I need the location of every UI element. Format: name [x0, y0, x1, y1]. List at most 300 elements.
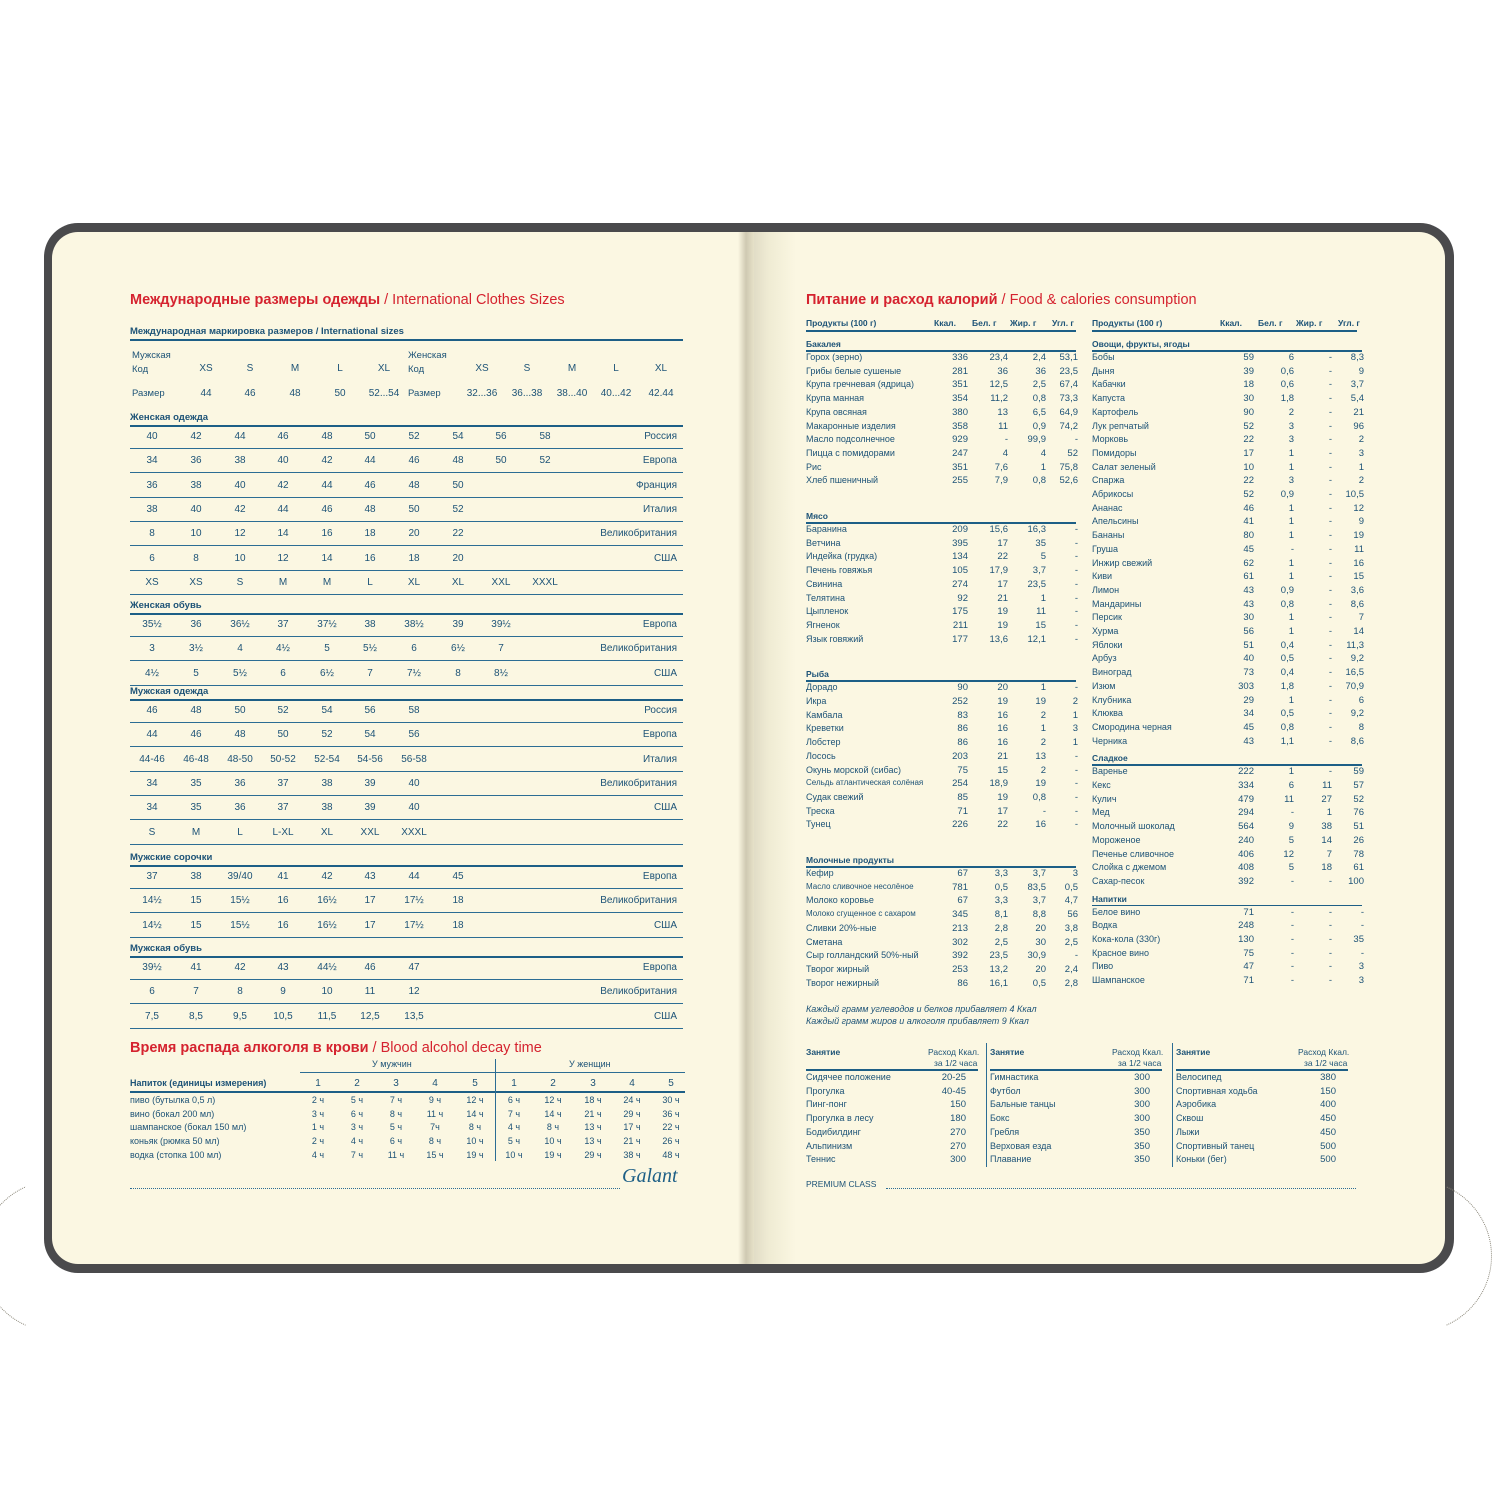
women-size-cell: 32...36: [466, 388, 498, 399]
food-protein: 19: [997, 791, 1008, 803]
food-name: Пицца с помидорами: [806, 447, 895, 458]
food-protein: 23,5: [989, 950, 1008, 962]
activity-name: Пинг-понг: [806, 1099, 847, 1110]
size-cell: 37: [277, 619, 289, 630]
size-cell: 46-48: [183, 753, 209, 765]
food-fat: -: [1328, 530, 1332, 542]
food-header-product: Продукты (100 г): [806, 318, 877, 328]
food-kcal: 10: [1243, 461, 1254, 473]
food-fat: -: [1328, 461, 1332, 473]
food-protein: 1: [1288, 557, 1294, 569]
food-fat: 11: [1036, 606, 1046, 618]
food-name: Масло подсолнечное: [806, 434, 895, 445]
men-size-cell: 48: [289, 388, 301, 399]
size-cell: 5½: [233, 667, 247, 679]
food-protein: 6: [1288, 780, 1294, 791]
food-carbs: -: [1074, 805, 1078, 817]
men-hours-cell: 4 ч: [350, 1136, 364, 1147]
food-protein: 0,5: [1280, 708, 1294, 720]
size-cell: 44: [408, 871, 420, 882]
food-fat: -: [1328, 352, 1332, 363]
food-protein: 15: [997, 764, 1008, 776]
food-kcal: 67: [957, 868, 968, 879]
food-fat: -: [1328, 502, 1332, 514]
food-kcal: 73: [1243, 667, 1254, 679]
size-cell: 56-58: [401, 753, 427, 765]
women-hours-cell: 38 ч: [623, 1149, 641, 1160]
size-cell: 43: [277, 962, 289, 973]
food-col2-section-title: Напитки: [1092, 893, 1127, 904]
women-size-cell: 36...38: [511, 388, 543, 399]
size-cell: 8: [193, 552, 199, 564]
food-fat: 30: [1035, 936, 1046, 948]
women-count-header: 4: [629, 1078, 635, 1089]
food-carbs: 16: [1353, 557, 1364, 569]
left-footer-rule: [130, 1188, 620, 1189]
size-cell: 52: [452, 503, 464, 515]
food-protein: 0,8: [1280, 721, 1294, 733]
food-protein: 5: [1288, 862, 1294, 874]
food-fat: -: [1328, 489, 1332, 500]
food-protein: 12,5: [989, 379, 1008, 391]
food-kcal: 134: [952, 551, 968, 563]
food-name: Молоко сгущенное с сахаром: [806, 909, 916, 919]
women-code-label: Код: [408, 364, 425, 375]
men-hours-cell: 12 ч: [466, 1095, 484, 1105]
men-count-header: 5: [472, 1078, 478, 1089]
food-carbs: 8,3: [1350, 352, 1364, 363]
food-carbs: -: [1074, 682, 1078, 694]
food-carbs: 2: [1072, 696, 1078, 707]
size-cell: 39: [452, 619, 464, 630]
activity-name: Гребля: [990, 1126, 1020, 1137]
size-cell: 17½: [404, 919, 424, 931]
size-cell: 44½: [317, 962, 337, 973]
country-label: Великобритания: [600, 528, 677, 540]
women-hours-cell: 6 ч: [507, 1095, 521, 1105]
size-cell: 36: [190, 455, 202, 467]
food-name: Сельдь атлантическая солёная: [806, 778, 924, 788]
size-cell: 46: [408, 455, 420, 467]
food-fat: -: [1042, 805, 1046, 817]
food-kcal: 45: [1243, 543, 1254, 555]
food-protein: 15,6: [989, 524, 1008, 535]
food-fat: -: [1328, 920, 1332, 932]
size-cell: 38: [321, 777, 333, 789]
food-carbs: 3,7: [1350, 379, 1364, 391]
size-cell: 35: [190, 777, 202, 789]
food-protein: 7,9: [994, 475, 1008, 487]
size-cell: 16: [321, 528, 333, 540]
size-cell: 46: [321, 503, 333, 515]
women-hours-cell: 26 ч: [662, 1136, 680, 1147]
size-cell: 36: [146, 479, 158, 491]
women-size-label: Размер: [408, 388, 441, 399]
food-fat: 4: [1040, 447, 1046, 459]
women-hours-cell: 4 ч: [507, 1122, 521, 1133]
food-protein: 13,6: [989, 633, 1008, 645]
food-kcal: 86: [957, 723, 968, 735]
food-kcal: 90: [1243, 406, 1254, 418]
food-fat: -: [1328, 934, 1332, 945]
food-name: Печень говяжья: [806, 565, 873, 576]
food-fat: -: [1328, 447, 1332, 459]
size-cell: XL: [320, 826, 334, 838]
premium-class-label: PREMIUM CLASS: [806, 1179, 877, 1189]
food-fat: 27: [1321, 793, 1332, 805]
women-hours-cell: 21 ч: [584, 1108, 602, 1119]
men-hours-cell: 11 ч: [387, 1149, 405, 1160]
food-name: Креветки: [806, 723, 844, 734]
size-cell: 36: [190, 619, 202, 630]
size-cell: M: [322, 576, 332, 588]
food-carbs: 16,5: [1345, 667, 1364, 679]
galant-logo: Galant: [622, 1165, 678, 1187]
food-kcal: 52: [1243, 489, 1254, 500]
activity-kcal: 300: [1134, 1072, 1150, 1083]
drink-name: водка (стопка 100 мл): [130, 1149, 222, 1160]
size-section-rule: [130, 613, 683, 615]
food-protein: 21: [997, 750, 1008, 762]
food-fat: 1: [1040, 592, 1046, 604]
food-carbs: 8,6: [1350, 598, 1364, 610]
size-cell: 34: [146, 802, 158, 814]
food-carbs: 15: [1353, 571, 1364, 583]
food-name: Масло сливочное несолёное: [806, 881, 914, 891]
food-carbs: -: [1074, 819, 1078, 831]
food-carbs: 76: [1353, 807, 1364, 819]
food-fat: 3,7: [1032, 868, 1046, 879]
size-cell: 39: [364, 777, 376, 789]
size-cell: 56: [364, 705, 376, 716]
size-cell: 52: [277, 705, 289, 716]
activity-kcal: 400: [1320, 1099, 1336, 1111]
food-carbs: 74,2: [1059, 420, 1078, 432]
women-hours-cell: 13 ч: [584, 1122, 602, 1133]
men-hours-cell: 2 ч: [311, 1095, 325, 1105]
food-kcal: 43: [1243, 735, 1254, 747]
food-name: Лобстер: [806, 737, 841, 748]
activity-name: Футбол: [990, 1085, 1021, 1096]
country-label: США: [653, 1010, 677, 1022]
size-cell: 39: [364, 802, 376, 814]
food-kcal: 29: [1243, 694, 1254, 706]
food-fat: 1: [1326, 807, 1332, 819]
food-fat: -: [1328, 543, 1332, 555]
food-name: Кока-кола (330г): [1092, 934, 1161, 944]
food-protein: 22: [997, 819, 1008, 831]
food-fat: 83,5: [1027, 881, 1046, 893]
kcal-header-1: Расход Ккал.: [928, 1047, 980, 1057]
food-kcal: 406: [1238, 848, 1254, 860]
food-protein: 8,1: [994, 909, 1008, 921]
size-cell: 41: [277, 871, 289, 882]
food-name: Горох (зерно): [806, 352, 863, 362]
activity-name: Верховая езда: [990, 1140, 1052, 1151]
size-cell: 38: [321, 802, 333, 814]
food-kcal: 226: [952, 819, 968, 831]
food-name: Камбала: [806, 709, 843, 720]
size-row-rule: [130, 795, 683, 796]
food-fat: 6,5: [1032, 406, 1046, 418]
food-carbs: 3: [1358, 975, 1364, 987]
food-kcal: 80: [1243, 530, 1254, 542]
size-cell: 44: [321, 479, 333, 491]
size-section-rule: [130, 865, 683, 867]
food-kcal: 30: [1243, 612, 1254, 624]
size-cell: 50: [495, 455, 507, 467]
men-hours-cell: 3 ч: [350, 1122, 364, 1133]
food-fat: 15: [1035, 619, 1046, 631]
food-name: Капуста: [1092, 393, 1126, 404]
food-protein: 0,4: [1280, 639, 1294, 651]
food-protein: 1: [1288, 766, 1294, 778]
women-hours-cell: 18 ч: [584, 1095, 602, 1105]
men-code-label: Код: [132, 364, 149, 375]
activity-divider: [986, 1043, 987, 1167]
size-cell: 50: [452, 479, 464, 491]
size-cell: XL: [407, 576, 421, 588]
women-hours-cell: 24 ч: [623, 1095, 641, 1105]
size-cell: 13,5: [404, 1010, 424, 1022]
size-cell: 8: [149, 528, 155, 540]
food-fat: -: [1328, 639, 1332, 651]
food-fat: -: [1328, 961, 1332, 973]
size-row-rule: [130, 937, 683, 938]
activity-kcal: 300: [1134, 1099, 1150, 1111]
food-name: Белое вино: [1092, 906, 1141, 917]
size-row-rule: [130, 545, 683, 546]
activity-name: Спортивная ходьба: [1176, 1085, 1258, 1096]
food-col1-section-title: Молочные продукты: [806, 855, 895, 865]
food-fat: 16,3: [1027, 524, 1046, 535]
size-cell: 18: [452, 895, 464, 907]
food-protein: 16: [997, 723, 1008, 735]
food-kcal: 34: [1243, 708, 1254, 720]
food-carbs: -: [1074, 633, 1078, 645]
activity-name: Гимнастика: [990, 1072, 1039, 1082]
food-fat: 8,8: [1032, 909, 1046, 921]
men-size-label: Размер: [132, 388, 165, 399]
food-fat: -: [1328, 653, 1332, 665]
activity-kcal: 20-25: [941, 1072, 966, 1083]
food-carbs: 61: [1353, 862, 1364, 874]
food-protein: 19: [997, 619, 1008, 631]
size-cell: 17: [364, 919, 376, 931]
alcohol-title: [130, 1040, 542, 1056]
size-cell: 6: [280, 667, 286, 679]
food-kcal: 71: [957, 805, 968, 817]
food-carbs: 19: [1353, 530, 1364, 542]
food-name: Картофель: [1092, 406, 1139, 417]
men-hours-cell: 19 ч: [466, 1149, 484, 1160]
size-cell: 40: [234, 479, 246, 491]
food-kcal: 47: [1243, 961, 1254, 973]
food-protein: -: [1290, 807, 1294, 819]
food-protein: 16,1: [989, 977, 1008, 989]
size-cell: 4½: [145, 667, 159, 679]
food-name: Язык говяжий: [806, 633, 864, 644]
size-cell: 42: [321, 455, 333, 467]
women-hours-cell: 10 ч: [544, 1136, 562, 1147]
activity-kcal: 150: [950, 1099, 966, 1111]
food-title-en: / Food & calories consumption: [997, 292, 1197, 308]
size-cell: 20: [408, 528, 420, 540]
size-cell: 3½: [189, 643, 203, 655]
food-kcal: 281: [952, 365, 968, 377]
food-carbs: 35: [1353, 934, 1364, 945]
size-cell: 4½: [276, 643, 290, 655]
food-fat: 0,9: [1032, 420, 1046, 432]
size-cell: 17: [364, 895, 376, 907]
size-section-title: Мужская одежда: [130, 686, 209, 697]
women-hours-cell: 19 ч: [544, 1149, 562, 1160]
men-code-cell: XL: [377, 363, 391, 374]
food-name: Телятина: [806, 592, 845, 603]
food-fat: 30,9: [1027, 950, 1046, 962]
food-carbs: 7: [1358, 612, 1364, 624]
size-cell: 35: [190, 802, 202, 814]
calorie-note-1: Каждый грамм углеводов и белков прибавляет 4 Ккал: [806, 1004, 1037, 1014]
food-name: Свинина: [806, 578, 843, 589]
food-name: Треска: [806, 805, 835, 816]
food-protein: 11: [1284, 793, 1294, 805]
size-cell: 39½: [142, 962, 162, 973]
food-kcal: 43: [1243, 584, 1254, 596]
food-name: Смородина черная: [1092, 721, 1172, 732]
men-size-cell: 52...54: [368, 388, 400, 399]
food-name: Дорадо: [806, 682, 838, 693]
men-column-label: У мужчин: [372, 1059, 412, 1069]
food-carbs: 8,6: [1350, 735, 1364, 747]
activity-kcal: 380: [1320, 1072, 1336, 1083]
size-cell: 50-52: [270, 753, 296, 765]
size-cell: 18: [452, 919, 464, 931]
food-fat: 36: [1035, 365, 1046, 377]
size-row-rule: [130, 979, 683, 980]
size-cell: 6½: [451, 643, 465, 655]
size-cell: 39/40: [227, 871, 253, 882]
country-label: Европа: [642, 962, 677, 973]
food-kcal: 105: [952, 565, 968, 577]
size-cell: 34: [146, 777, 158, 789]
food-protein: 17: [997, 537, 1008, 549]
food-fat: 20: [1035, 963, 1046, 975]
food-name: Индейка (грудка): [806, 551, 878, 562]
food-kcal: 392: [952, 950, 968, 962]
size-row-rule: [130, 594, 683, 595]
food-protein: 17,9: [989, 565, 1008, 577]
food-carbs: 23,5: [1059, 365, 1078, 377]
food-carbs: 100: [1348, 875, 1364, 887]
country-label: США: [653, 552, 677, 564]
size-cell: 16: [277, 895, 289, 907]
size-cell: 54: [321, 705, 333, 716]
size-cell: L: [237, 826, 243, 838]
size-cell: 6: [411, 643, 417, 655]
size-section-rule: [130, 699, 683, 701]
food-protein: 2,8: [994, 922, 1008, 934]
food-kcal: 380: [952, 406, 968, 418]
food-fat: -: [1328, 406, 1332, 418]
food-protein: 23,4: [989, 352, 1008, 363]
food-carbs: -: [1360, 906, 1364, 918]
activity-kcal: 350: [1134, 1140, 1150, 1152]
size-row-rule: [130, 521, 683, 522]
food-fat: 99,9: [1027, 434, 1046, 446]
activity-name: Велосипед: [1176, 1072, 1222, 1082]
food-kcal: 17: [1243, 447, 1254, 459]
activity-kcal: 300: [1134, 1113, 1150, 1125]
food-fat: 0,5: [1032, 977, 1046, 989]
food-carbs: -: [1074, 619, 1078, 631]
food-name: Красное вино: [1092, 947, 1150, 958]
country-label: Европа: [642, 871, 677, 882]
size-section-title: Женская одежда: [130, 412, 209, 423]
food-name: Инжир свежий: [1092, 557, 1153, 568]
size-cell: 35½: [142, 619, 162, 630]
food-protein: 0,4: [1280, 667, 1294, 679]
size-cell: 15½: [230, 895, 250, 907]
food-header-protein: Бел. г: [1258, 318, 1283, 328]
food-kcal: 30: [1243, 393, 1254, 405]
activity-name: Лыжи: [1176, 1126, 1200, 1137]
food-kcal: 334: [1238, 780, 1254, 791]
size-cell: 18: [408, 552, 420, 564]
food-name: Макаронные изделия: [806, 420, 896, 431]
food-protein: 4: [1002, 447, 1008, 459]
size-cell: 50: [364, 431, 376, 442]
size-cell: 4: [237, 643, 243, 655]
food-carbs: 64,9: [1059, 406, 1078, 418]
size-cell: 38: [364, 619, 376, 630]
food-carbs: 4,7: [1064, 895, 1078, 907]
size-cell: 43: [364, 871, 376, 882]
size-cell: 11: [364, 986, 376, 998]
food-name: Изюм: [1092, 680, 1116, 691]
food-protein: 18,9: [989, 778, 1008, 790]
alcohol-title-ru: Время распада алкоголя в крови: [130, 1040, 369, 1056]
food-carbs: 2,8: [1064, 977, 1078, 989]
food-carbs: -: [1074, 950, 1078, 962]
size-row-rule: [130, 660, 683, 661]
food-carbs: 75,8: [1059, 461, 1078, 473]
size-cell: 10: [234, 552, 246, 564]
food-name: Спаржа: [1092, 475, 1125, 486]
food-fat: 3,7: [1032, 565, 1046, 577]
food-protein: 3: [1288, 434, 1294, 446]
men-hours-cell: 8 ч: [428, 1136, 442, 1147]
size-cell: 40: [190, 503, 202, 515]
activity-name: Теннис: [806, 1154, 836, 1165]
country-label: Италия: [642, 503, 677, 515]
food-fat: -: [1328, 667, 1332, 679]
size-cell: 46: [146, 705, 158, 716]
food-kcal: 52: [1243, 420, 1254, 432]
food-carbs: 1: [1072, 709, 1078, 721]
food-kcal: 354: [952, 393, 968, 405]
food-carbs: -: [1074, 764, 1078, 776]
food-protein: 3: [1288, 475, 1294, 487]
food-kcal: 248: [1238, 920, 1254, 932]
size-row-rule: [130, 497, 683, 498]
men-count-header: 2: [354, 1078, 360, 1089]
food-protein: -: [1290, 543, 1294, 555]
drink-column-label: Напиток (единицы измерения): [130, 1078, 267, 1088]
food-protein: 13: [997, 406, 1008, 418]
drink-name: пиво (бутылка 0,5 л): [130, 1095, 216, 1105]
food-kcal: 254: [952, 778, 968, 790]
